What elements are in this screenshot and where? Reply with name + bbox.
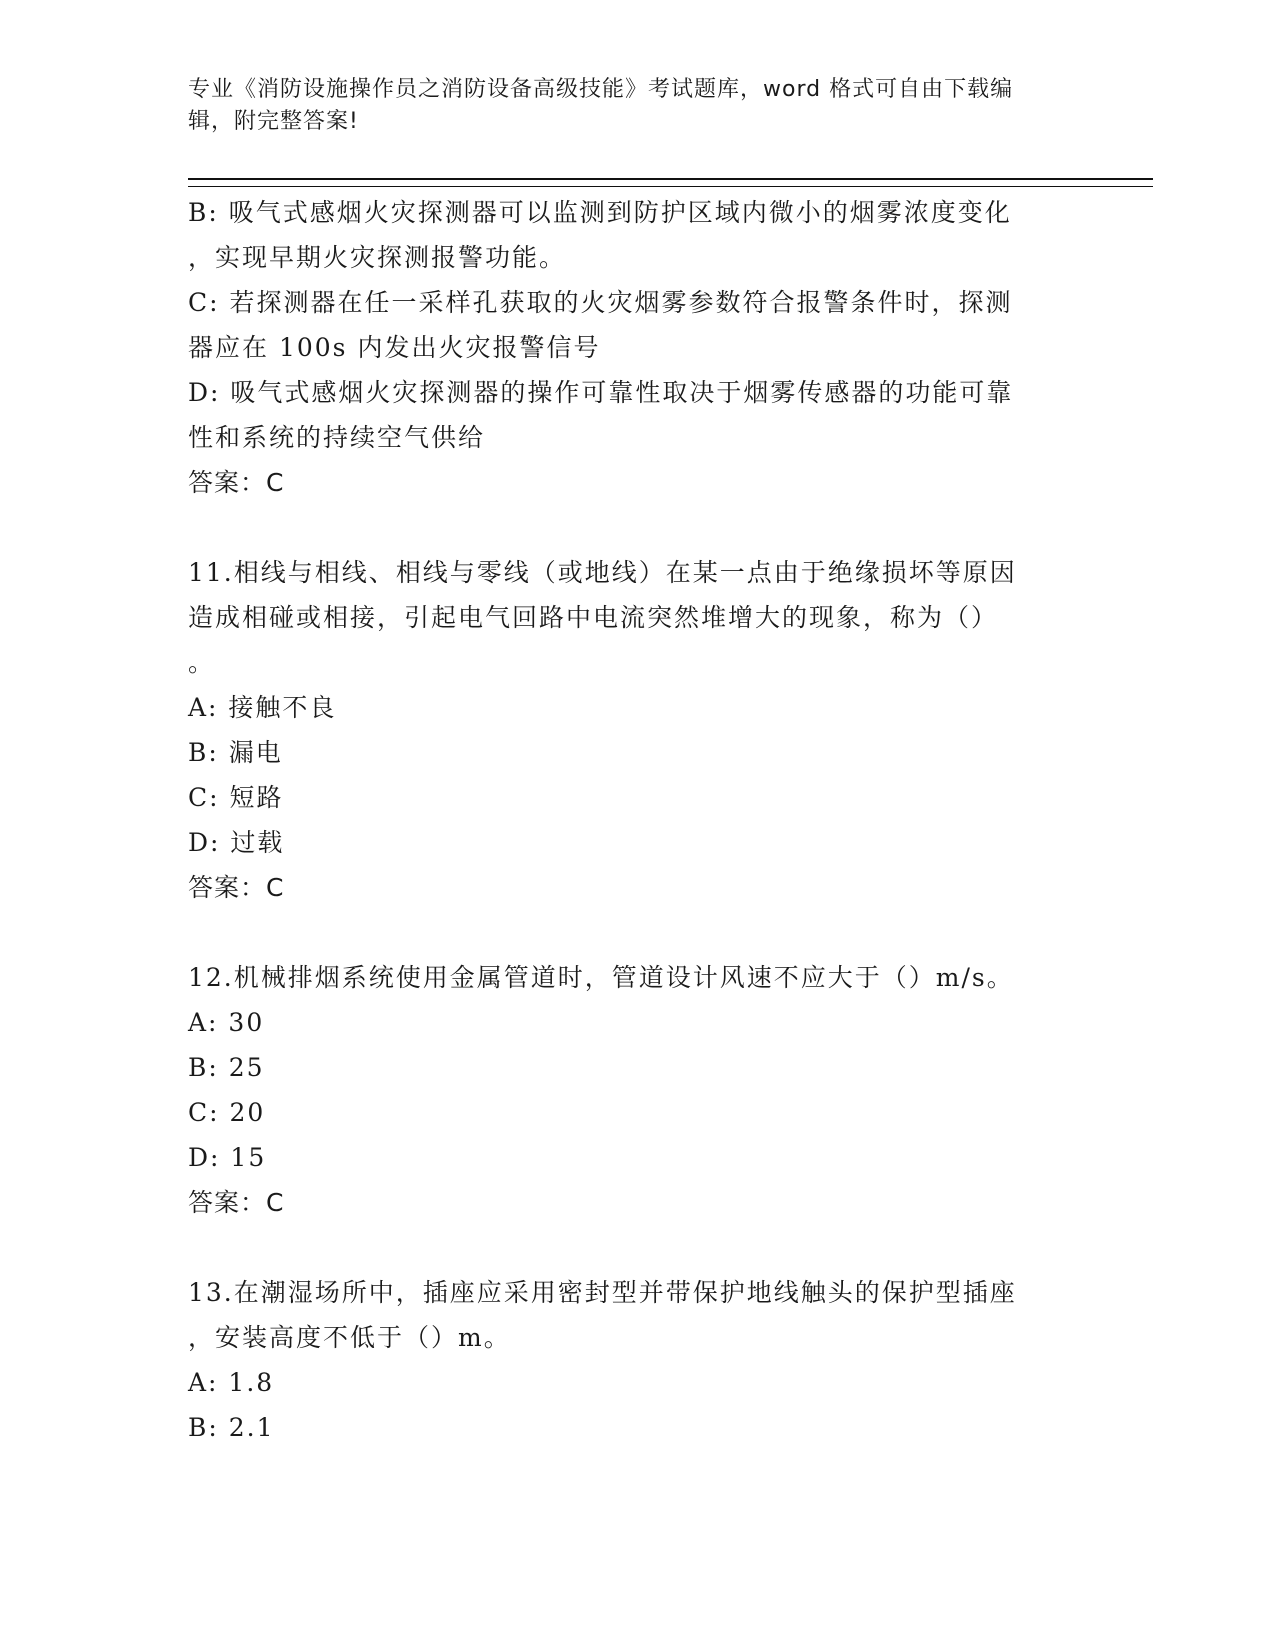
option-a: A: 接触不良 — [188, 693, 337, 722]
spacer — [188, 1225, 1088, 1270]
option-a: A: 30 — [188, 1008, 265, 1037]
spacer — [188, 505, 1088, 550]
header-divider — [188, 178, 1153, 187]
spacer — [188, 910, 1088, 955]
question-stem-line-2: ，安装高度不低于（）m。 — [188, 1323, 511, 1352]
question-10-tail — [188, 190, 1088, 505]
question-stem-line-1: 12.机械排烟系统使用金属管道时，管道设计风速不应大于（）m/s。 — [188, 963, 1014, 992]
option-d: D: 过载 — [188, 828, 285, 857]
question-11 — [188, 550, 1088, 910]
option-a: A: 1.8 — [188, 1368, 275, 1397]
option-c-line-2: 器应在 100s 内发出火灾报警信号 — [188, 333, 601, 362]
option-c: C: 短路 — [188, 783, 284, 812]
option-d: D: 15 — [188, 1143, 267, 1172]
question-stem-line-3: 。 — [188, 648, 216, 677]
option-d-line-1: D: 吸气式感烟火灾探测器的操作可靠性取决于烟雾传感器的功能可靠 — [188, 378, 1014, 407]
answer-line: 答案：C — [188, 873, 285, 902]
answer-line: 答案：C — [188, 1188, 285, 1217]
option-d-line-2: 性和系统的持续空气供给 — [188, 423, 486, 452]
question-content — [188, 190, 1088, 1450]
option-b-line-2: ，实现早期火灾探测报警功能。 — [188, 243, 567, 272]
option-b-line-1: B: 吸气式感烟火灾探测器可以监测到防护区域内微小的烟雾浓度变化 — [188, 198, 1012, 227]
option-c: C: 20 — [188, 1098, 266, 1127]
option-b: B: 2.1 — [188, 1413, 275, 1442]
option-b: B: 25 — [188, 1053, 265, 1082]
page-header — [188, 74, 1068, 138]
question-stem-line-1: 11.相线与相线、相线与零线（或地线）在某一点由于绝缘损坏等原因 — [188, 558, 1017, 587]
header-line-2: 辑，附完整答案! — [188, 109, 359, 134]
question-12 — [188, 955, 1088, 1225]
option-b: B: 漏电 — [188, 738, 283, 767]
question-13 — [188, 1270, 1088, 1450]
question-stem-line-2: 造成相碰或相接，引起电气回路中电流突然堆增大的现象，称为（） — [188, 603, 999, 632]
header-line-1: 专业《消防设施操作员之消防设备高级技能》考试题库，word 格式可自由下载编 — [188, 77, 1014, 102]
option-c-line-1: C: 若探测器在任一采样孔获取的火灾烟雾参数符合报警条件时，探测 — [188, 288, 1013, 317]
answer-line: 答案：C — [188, 468, 285, 497]
question-stem-line-1: 13.在潮湿场所中，插座应采用密封型并带保护地线触头的保护型插座 — [188, 1278, 1017, 1307]
